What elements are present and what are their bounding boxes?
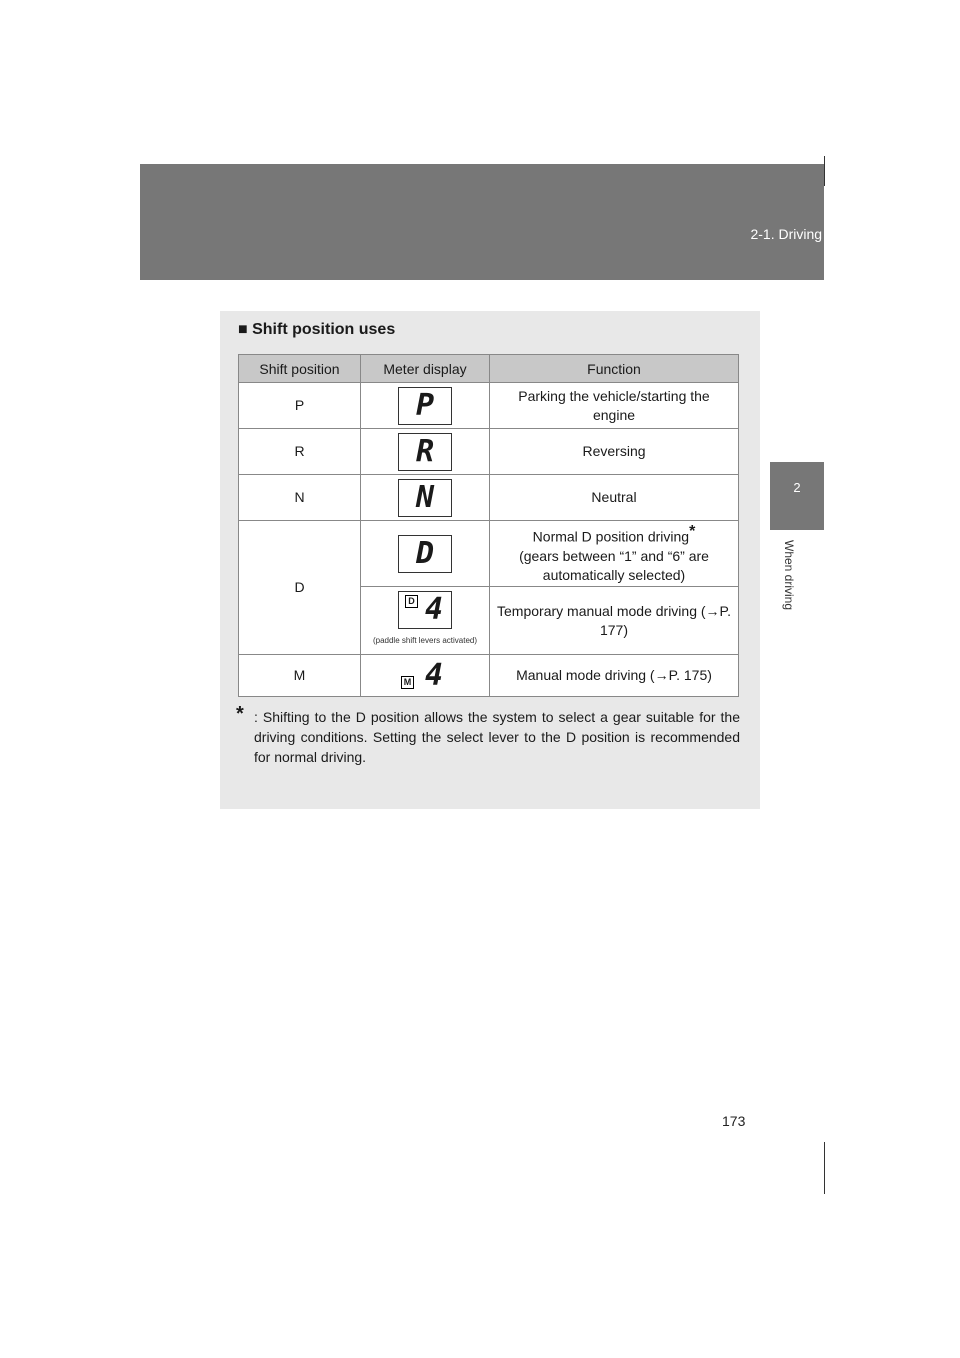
d-badge: D: [405, 595, 418, 608]
shift-position-cell: D: [239, 521, 361, 655]
crop-mark: [824, 1142, 825, 1194]
function-cell: Parking the vehicle/starting the engine: [490, 383, 739, 429]
shift-position-cell: R: [239, 429, 361, 475]
meter-display-cell: [361, 655, 490, 697]
header-bar: [140, 164, 824, 280]
page-number: 173: [722, 1113, 746, 1129]
panel-title: ■ Shift position uses: [238, 321, 396, 338]
meter-display-cell: [361, 521, 490, 587]
column-header: Meter display: [361, 355, 490, 383]
shift-position-cell: P: [239, 383, 361, 429]
crop-mark: [824, 156, 825, 186]
meter-display-r-icon: R: [398, 433, 452, 471]
info-panel: [220, 311, 760, 809]
meter-display-cell: [361, 475, 490, 521]
section-label: 2-1. Driving procedures: [750, 226, 896, 242]
footnote: [236, 703, 740, 767]
meter-display-d4-icon: D 4: [398, 591, 452, 629]
chapter-tab[interactable]: [770, 462, 824, 530]
table-row: [239, 475, 739, 521]
table-row: [239, 521, 739, 587]
chapter-number: 2: [793, 480, 801, 495]
shift-position-table: [238, 354, 739, 697]
m-badge: M: [401, 676, 414, 689]
function-cell: Neutral: [490, 475, 739, 521]
function-cell: Temporary manual mode driving (→P. 177): [490, 587, 739, 655]
meter-display-cell: [361, 429, 490, 475]
table-row: [239, 655, 739, 697]
function-cell: Manual mode driving (→P. 175): [490, 655, 739, 697]
display-caption: (paddle shift levers activated): [372, 636, 478, 645]
function-cell: Reversing: [490, 429, 739, 475]
function-cell: [490, 521, 739, 587]
function-text: Normal D position driving: [532, 528, 690, 545]
table-row: [239, 383, 739, 429]
meter-display-p-icon: P: [398, 387, 452, 425]
table-header-row: [239, 355, 739, 383]
shift-position-cell: N: [239, 475, 361, 521]
column-header: Function: [490, 355, 739, 383]
shift-position-cell: M: [239, 655, 361, 697]
column-header: Shift position: [239, 355, 361, 383]
footnote-text: : Shifting to the D position allows the system to select a gear suitable for the driving conditions. Setting the select lever to the D position is recommended for normal driving.: [254, 709, 740, 765]
function-text-detail: (gears between “1” and “6” are automatically selected): [519, 547, 709, 583]
meter-display-cell: [361, 587, 490, 655]
footnote-mark: *: [689, 523, 696, 541]
meter-display-n-icon: N: [398, 479, 452, 517]
meter-display-cell: [361, 383, 490, 429]
footnote-mark: *: [236, 703, 244, 725]
meter-display-m4-icon: M 4: [398, 657, 452, 695]
meter-display-d-icon: D: [398, 535, 452, 573]
table-row: [239, 429, 739, 475]
chapter-label: When driving: [782, 540, 796, 611]
